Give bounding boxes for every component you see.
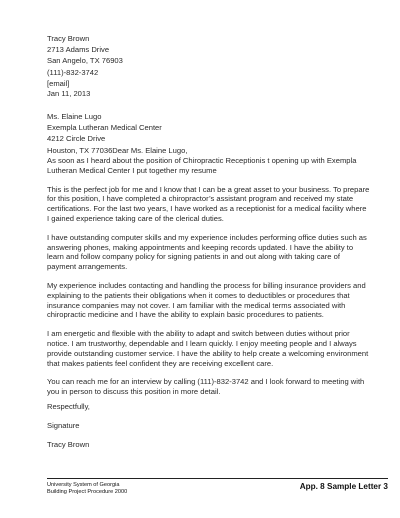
- footer-title: App. 8 Sample Letter 3: [299, 482, 388, 491]
- paragraph-line: As soon as I heard about the position of Chiropractic Receptionis t opening up with Exempla: [47, 156, 357, 165]
- paragraph-line: explaining to the patients their obligations when it comes to deductibles or procedures that: [47, 290, 350, 300]
- paragraph-4: [47, 281, 365, 320]
- sender-city: San Angelo, TX 76903: [47, 56, 123, 66]
- paragraph-line: You can reach me for an interview by calling (111)-832-3742 and I look forward to meeting with: [47, 377, 365, 387]
- recipient-street: 4212 Circle Drive: [47, 134, 106, 144]
- paragraph-line: answering phones, making appointments and keeping records updated. I have the ability to: [47, 242, 354, 252]
- paragraph-5: [47, 329, 369, 368]
- paragraph-3: [47, 233, 365, 272]
- footer-procedure: Building Project Procedure 2000: [47, 489, 128, 496]
- paragraph-line: provide outstanding customer service. I have the ability to help create a welcoming environment: [47, 348, 369, 358]
- paragraph-line: This is the perfect job for me and I know that I can be a great asset to your business. To prepare: [47, 184, 370, 194]
- paragraph-line: My experience includes contacting and handling the process for billing insurance providers and: [47, 280, 366, 290]
- sender-email: [email]: [47, 78, 70, 88]
- closing: Respectfully,: [47, 402, 90, 411]
- paragraph-line: that makes patients feel confident they are receiving excellent care.: [47, 358, 274, 368]
- sender-block: [47, 33, 123, 89]
- paragraph-line: I am energetic and flexible with the ability to adapt and switch between duties without prior: [47, 329, 350, 339]
- recipient-block: [47, 111, 187, 156]
- sender-phone: (111)-832-3742: [47, 67, 99, 77]
- recipient-company: Exempla Lutheran Medical Center: [47, 123, 162, 133]
- paragraph-line: notice. I am trustworthy, dependable and I learn quickly. I enjoy meeting people and I always: [47, 338, 357, 348]
- signature-placeholder: Signature: [47, 421, 80, 430]
- paragraph-2: [47, 184, 370, 224]
- paragraph-line: payment arrangements.: [47, 262, 128, 272]
- paragraph-line: for this position, I have completed a chiropractor’s assistant program and received my state: [47, 194, 354, 204]
- paragraph-line: you in person to discuss this position in more detail.: [47, 387, 221, 397]
- recipient-name: Ms. Elaine Lugo: [47, 112, 102, 121]
- footer-divider: [47, 478, 388, 479]
- letter-date: Jan 11, 2013: [47, 89, 91, 98]
- paragraph-line: learn and follow company policy for signing patients in and out along with taking care of: [47, 252, 340, 262]
- paragraph-line: chiropractic medicine and I have the ability to explain basic procedures to patients.: [47, 310, 324, 320]
- paragraph-line: I gained experience taking care of the clerical duties.: [47, 213, 224, 223]
- recipient-city-salutation: Houston, TX 77036Dear Ms. Elaine Lugo,: [47, 145, 188, 155]
- paragraph-line: Lutheran Medical Center I put together my resume: [47, 165, 217, 175]
- sender-street: 2713 Adams Drive: [47, 45, 110, 55]
- paragraph-line: certifications. For the last two years, I have worked as a receptionist for a medical facility where: [47, 204, 367, 214]
- footer-org: University System of Georgia: [47, 482, 120, 488]
- footer-left: [47, 482, 127, 497]
- sender-name: Tracy Brown: [47, 34, 90, 43]
- paragraph-6: [47, 377, 365, 397]
- signer-name: Tracy Brown: [47, 440, 90, 449]
- paragraph-line: I have outstanding computer skills and my experience includes performing office duties such as: [47, 232, 367, 242]
- paragraph-1: [47, 156, 365, 176]
- letter-body: [47, 156, 370, 406]
- paragraph-line: insurance companies may not cover. I am familiar with the medical terms associated with: [47, 300, 346, 310]
